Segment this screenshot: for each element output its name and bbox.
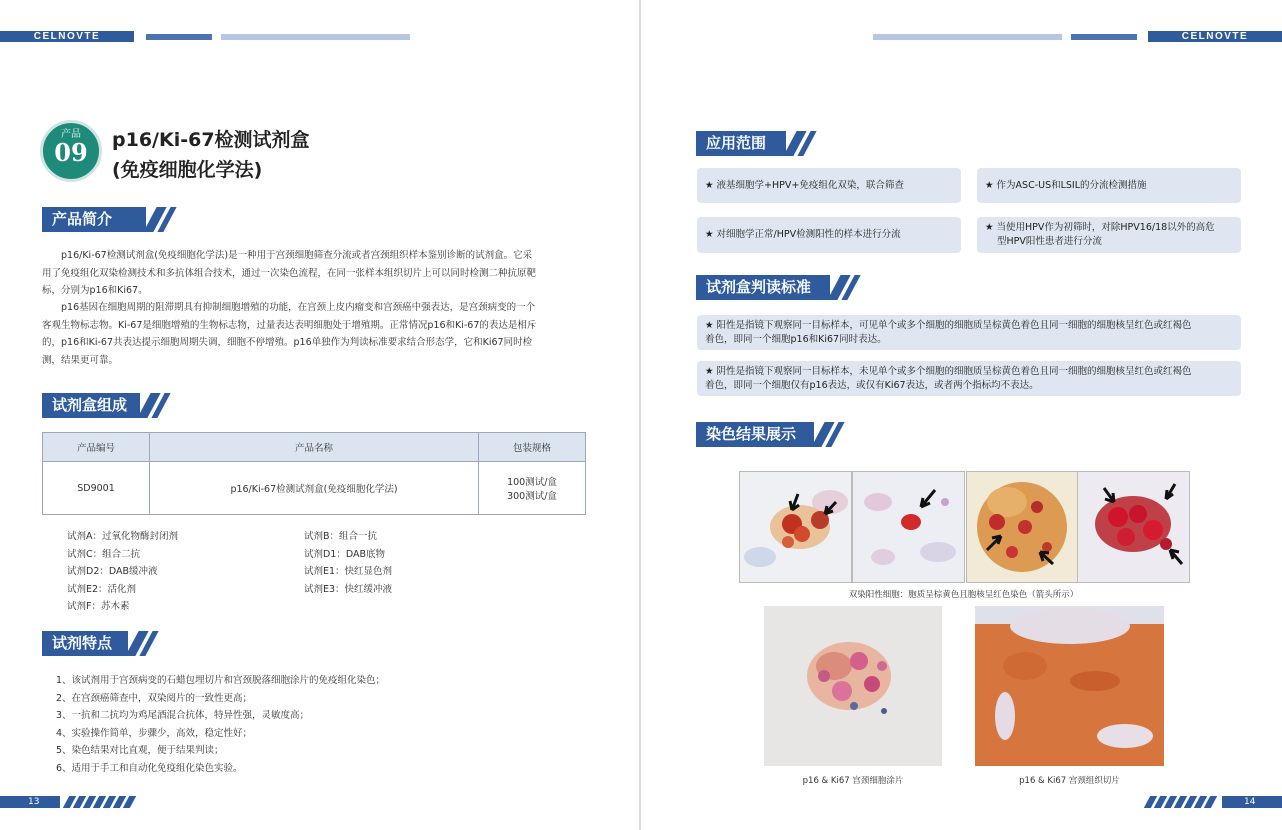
product-code: SD9001 bbox=[43, 462, 150, 515]
list-item: 试剂A：过氧化物酶封闭剂 bbox=[67, 531, 178, 542]
list-item: 试剂E3：快红缓冲液 bbox=[304, 583, 393, 595]
caption-double-stain: 双染阳性细胞：胞质呈棕黄色且胞核呈红色染色（箭头所示） bbox=[848, 590, 1079, 600]
product-title: p16/Ki-67检测试剂盒 bbox=[112, 129, 310, 151]
micrograph-image bbox=[739, 471, 852, 583]
header-bar bbox=[221, 34, 410, 40]
micrograph-image bbox=[1077, 471, 1190, 583]
caption-tissue: p16 & Ki67 宫颈组织切片 bbox=[1019, 776, 1120, 786]
list-item: 试剂E2：活化剂 bbox=[67, 583, 137, 595]
badge-label: 产品 bbox=[61, 129, 81, 140]
table-header-row bbox=[43, 433, 586, 462]
table-row bbox=[43, 462, 586, 515]
kit-table bbox=[42, 432, 586, 515]
table-header: 产品名称 bbox=[150, 433, 479, 462]
list-item: 试剂E1：快红显色剂 bbox=[304, 566, 393, 577]
micrograph-image bbox=[852, 471, 965, 583]
package-spec: 100测试/盒 300测试/盒 bbox=[479, 462, 586, 515]
criteria-positive: ★ 阳性是指镜下观察同一目标样本，可见单个或多个细胞的细胞质呈棕黄色着色且同一细胞的细胞核呈红色或红褐色 着色，即同一个细胞p16和Ki67同时表达。 bbox=[697, 315, 1241, 350]
list-item: 2、在宫颈癌筛查中，双染阅片的一致性更高； bbox=[56, 692, 253, 704]
application-card: ★ 液基细胞学+HPV+免疫组化双染，联合筛查 bbox=[697, 168, 961, 203]
reagent-list-right bbox=[304, 528, 392, 598]
reagent-list-left bbox=[67, 528, 178, 616]
list-item: 试剂F：苏木素 bbox=[67, 601, 130, 612]
caption-smear: p16 & Ki67 宫颈细胞涂片 bbox=[802, 776, 904, 786]
product-badge bbox=[40, 120, 102, 182]
list-item: 试剂C：组合二抗 bbox=[67, 548, 141, 560]
micrograph-image bbox=[966, 471, 1078, 583]
table-header: 产品编号 bbox=[43, 433, 150, 462]
list-item: 试剂D2：DAB缓冲液 bbox=[67, 566, 158, 577]
list-item: 4、实验操作简单，步骤少，高效，稳定性好； bbox=[56, 727, 253, 739]
badge-number: 09 bbox=[54, 138, 88, 167]
list-item: 试剂D1：DAB底物 bbox=[304, 548, 386, 560]
list-item: 试剂B：组合一抗 bbox=[304, 531, 378, 542]
list-item: 1、该试剂用于宫颈病变的石蜡包埋切片和宫颈脱落细胞涂片的免疫组化染色； bbox=[56, 675, 386, 686]
list-item: 5、染色结果对比直观，便于结果判读； bbox=[56, 745, 224, 756]
product-subtitle: (免疫细胞化学法) bbox=[112, 159, 263, 181]
table-header: 包装规格 bbox=[479, 433, 586, 462]
header-bar bbox=[1071, 34, 1137, 40]
list-item: 6、适用于手工和自动化免疫组化染色实验。 bbox=[56, 762, 243, 774]
micrograph-tissue-image bbox=[975, 606, 1164, 766]
application-card: ★ 作为ASC-US和LSIL的分流检测措施 bbox=[977, 168, 1241, 203]
page-number-left: 13 bbox=[0, 796, 60, 808]
micrograph-smear-image bbox=[764, 606, 942, 766]
brand-logo-right: CELNOVTE bbox=[1148, 31, 1282, 42]
list-item: 3、一抗和二抗均为鸡尾酒混合抗体，特异性强，灵敏度高； bbox=[56, 710, 310, 721]
intro-paragraph-2: p16基因在细胞周期的阻滞期具有抑制细胞增殖的功能，在宫颈上皮内瘤变和宫颈癌中强表达，是宫颈病变的一个 客观生物标志物。Ki-67是细胞增殖的生物标志物，过量表达表明细胞处于增殖期。正常情况p16和Ki-67的表达是相斥 的，p16和Ki-67共表达提示细胞周期失调，细胞不停增殖。p16单独作为判读标准要求结合形态学，它和Ki67同时检 测，结果更可靠。 bbox=[42, 302, 537, 366]
product-name: p16/Ki-67检测试剂盒(免疫细胞化学法) bbox=[150, 462, 479, 515]
page-number-right: 14 bbox=[1222, 796, 1282, 808]
page-spread-divider bbox=[639, 0, 641, 830]
criteria-negative: ★ 阴性是指镜下观察同一目标样本，未见单个或多个细胞的细胞质呈棕黄色着色且同一细胞的细胞核呈红色或红褐色 着色，即同一个细胞仅有p16表达，或仅有Ki67表达，或者两个指标均不表达。 bbox=[697, 361, 1241, 396]
intro-paragraph-1: p16/Ki-67检测试剂盒(免疫细胞化学法)是一种用于宫颈细胞筛查分流或者宫颈组织样本鉴别诊断的试剂盒。它采 用了免疫组化双染检测技术和多抗体组合技术，通过一次染色流程，在同一张样本组织切片上可以同时检测二种抗原靶 标，分别为p16和Ki67。 bbox=[42, 250, 537, 296]
application-card: ★ 当使用HPV作为初筛时，对除HPV16/18以外的高危 型HPV阳性患者进行分流 bbox=[977, 217, 1241, 253]
feature-list bbox=[56, 672, 385, 777]
header-bar bbox=[146, 34, 212, 40]
brand-logo-left: CELNOVTE bbox=[0, 31, 134, 42]
application-card: ★ 对细胞学正常/HPV检测阳性的样本进行分流 bbox=[697, 217, 961, 253]
header-bar bbox=[873, 34, 1062, 40]
